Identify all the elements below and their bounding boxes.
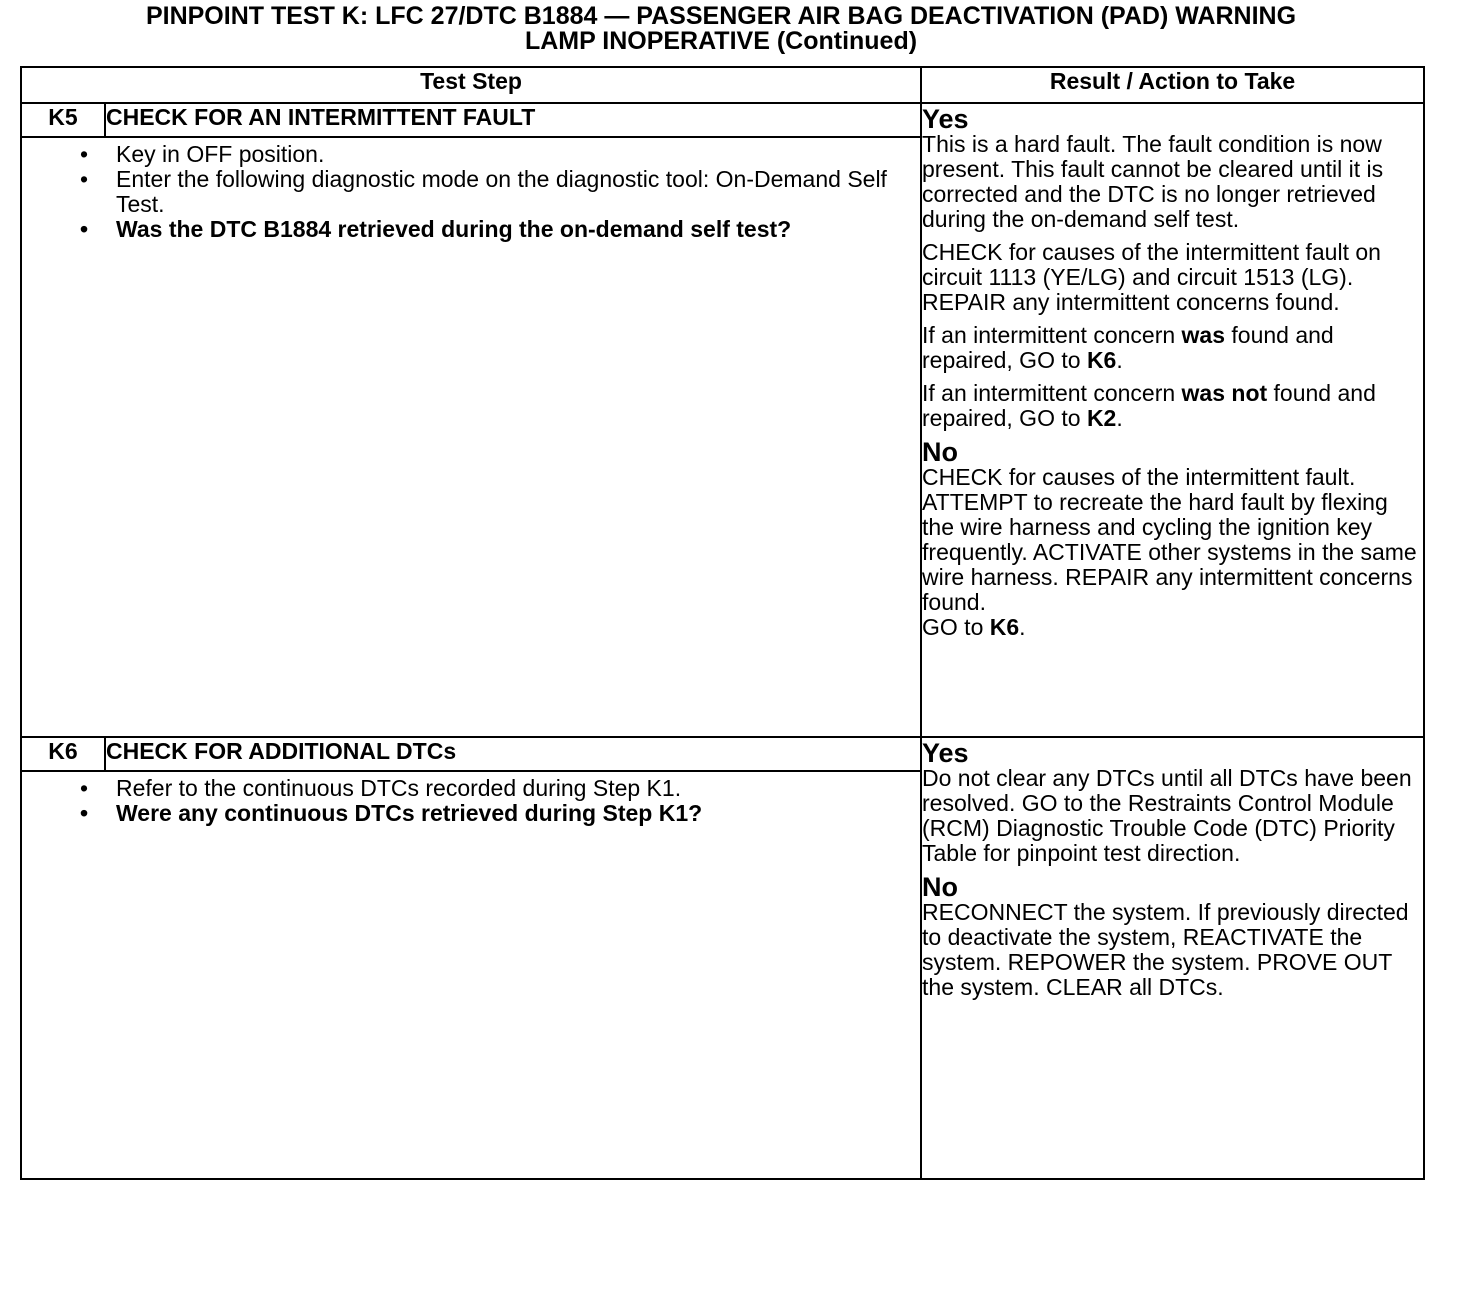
step-k5-yes-label: Yes [922,104,969,134]
step-k6-title: CHECK FOR ADDITIONAL DTCs [105,737,921,771]
step-k5-yes-text-3: If an intermittent concern was found and repaired, GO to K6. [922,322,1334,373]
step-k5-no-text-2: GO to K6. [922,614,1026,640]
step-k5-title: CHECK FOR AN INTERMITTENT FAULT [105,103,921,137]
step-k6-title-row [21,737,1424,771]
pinpoint-test-table [20,66,1425,1180]
step-k5-instructions [21,137,921,737]
step-k5-number: K5 [21,103,105,137]
step-k6-number: K6 [21,737,105,771]
step-k5-title-row [21,103,1424,137]
result-header: Result / Action to Take [921,67,1424,103]
step-k6-bullet: • Refer to the continuous DTCs recorded during Step K1. [116,776,920,801]
step-k5-yes-text-4: If an intermittent concern was not found and repaired, GO to K2. [922,380,1376,431]
step-k5-yes-text-2: CHECK for causes of the intermittent fault on circuit 1113 (YE/LG) and circuit 1513 (LG). REPAIR any intermittent concerns found. [922,239,1381,315]
step-k6-no-label: No [922,872,959,902]
title-line-1: PINPOINT TEST K: LFC 27/DTC B1884 — PASSENGER AIR BAG DEACTIVATION (PAD) WARNING [145,2,1297,30]
step-k6-yes-label: Yes [922,738,969,768]
step-k6-yes-text-1: Do not clear any DTCs until all DTCs have been resolved. GO to the Restraints Control Module (RCM) Diagnostic Trouble Code (DTC) Priority Table for pinpoint test direction. [922,765,1412,866]
header-row [21,67,1424,103]
page-title [20,4,1422,54]
step-k5-result [921,103,1424,737]
step-k6-no-text-1: RECONNECT the system. If previously directed to deactivate the system, REACTIVATE the system. REPOWER the system. PROVE OUT the system. CLEAR all DTCs. [922,899,1409,1000]
step-k5-no-text-1: CHECK for causes of the intermittent fault. ATTEMPT to recreate the hard fault by flexing the wire harness and cycling the ignition key frequently. ACTIVATE other systems in the same wire harness. REPAIR any intermittent concerns found. [922,464,1417,615]
title-line-2: LAMP INOPERATIVE (Continued) [524,27,918,55]
step-k5-no-label: No [922,437,959,467]
step-k6-question: • Were any continuous DTCs retrieved during Step K1? [116,801,920,826]
step-k5-bullet: • Key in OFF position. [116,142,920,167]
step-k5-bullet: • Enter the following diagnostic mode on the diagnostic tool: On-Demand Self Test. [116,167,920,217]
step-k6-result [921,737,1424,1179]
step-k5-yes-text-1: This is a hard fault. The fault condition is now present. This fault cannot be cleared until it is corrected and the DTC is no longer retrieved during the on-demand self test. [922,131,1384,232]
step-k5-question: • Was the DTC B1884 retrieved during the on-demand self test? [116,217,920,242]
test-step-header: Test Step [21,67,921,103]
step-k6-instructions [21,771,921,1179]
